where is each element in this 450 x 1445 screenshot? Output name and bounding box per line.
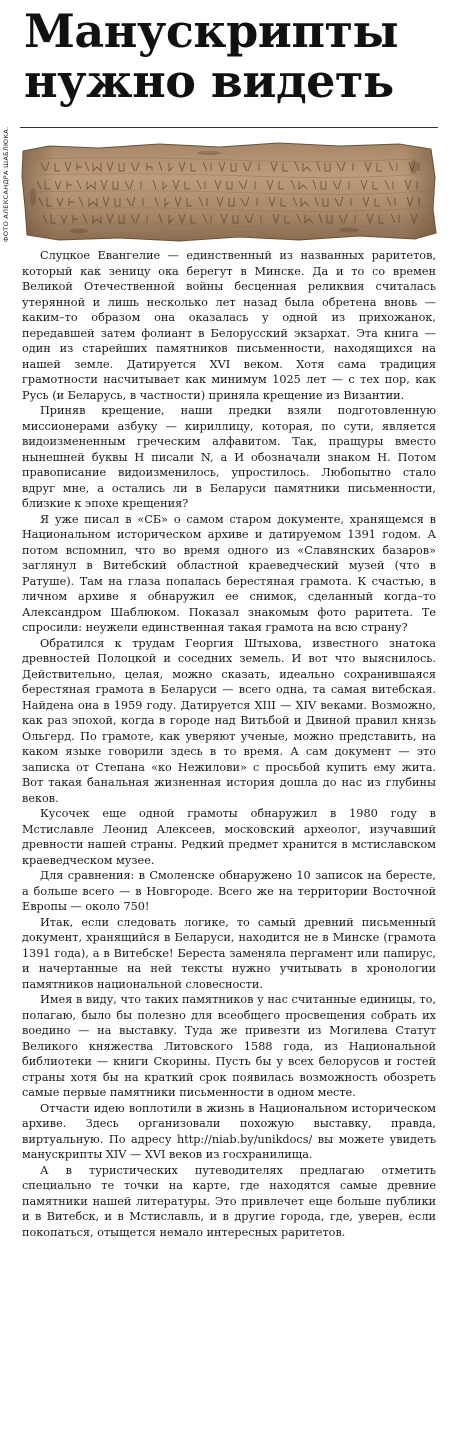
article-paragraph: Слуцкое Евангелие — единственный из названных раритетов, который как зеницу ока берегут в Минске. Да и то со времен Великой Отечественной войны бесценная реликвия считалась утерянной и лишь несколько лет назад была обретена вновь — каким–то образом она оказалась у одной из прихожанок, передавшей затем фолиант в Белорусский экзархат. Эта книга — один из старейших памятников письменности, находящихся на нашей земле. Датируется XVI веком. Хотя сама традиция грамотности насчитывает как минимум 1025 лет — с тех пор, как Русь (и Беларусь, в частности) приняла крещение из Византии. — [22, 249, 436, 402]
article-paragraph: Приняв крещение, наши предки взяли подготовленную миссионерами азбуку — кириллицу, которая, по сути, является видоизмененным греческим алфавитом. Так, пращуры вместо нынешней буквы Н писали N, а И обозначали знаком Н. Потом правописание видоизменилось, упростилось. Любопытно стало вдруг мне, а остались ли в Беларуси памятники письменности, близкие к эпохе крещения? — [22, 404, 436, 510]
article-paragraph: Я уже писал в «СБ» о самом старом документе, хранящемся в Национальном историческом архиве и датируемом 1391 годом. А потом вспомнил, что во время одного из «Славянских базаров» заглянул в Витебский областной краеведческий музей (что в Ратуше). Там на глаза попалась берестяная грамота. К счастью, в личном архиве я обнаружил ее снимок, сделанный когда–то Александром Шаблюком. Показал знакомым фото раритета. Те спросили: неужели единственная такая грамота на всю страну? — [22, 512, 436, 634]
article-paragraph: Для сравнения: в Смоленске обнаружено 10 записок на бересте, а больше всего — в Новгороде. Всего же на территории Восточной Европы — около 750! — [22, 869, 436, 913]
article-paragraph: Отчасти идею воплотили в жизнь в Национальном историческом архиве. Здесь организовали похожую выставку, правда, виртуальную. По адресу http://niab.by/unikdocs/ вы можете увидеть манускрипты XIV — XVI веков из госхранилища. — [22, 1101, 436, 1161]
birch-bark-photo-graphic — [19, 137, 439, 245]
article-paragraph: Обратился к трудам Георгия Штыхова, известного знатока древностей Полоцкой и соседних земель. И вот что выяснилось. Действительно, целая, можно сказать, идеально сохранившаяся берестяная грамота в Беларуси — всего одна, та самая витебская. Найдена она в 1959 году. Датируется XIII — XIV веками. Возможно, как раз эпохой, когда в городе над Витьбой и Двиной правил князь Ольгерд. По грамоте, как уверяют ученые, можно представить, на каком языке говорили здесь в то время. А сам документ — это записка от Степана «ко Нежилови» с просьбой купить ему жита. Вот такая банальная жизненная история дошла до нас из глубины веков. — [22, 636, 436, 805]
headline: Манускрипты нужно видеть — [24, 4, 399, 108]
article-paragraph: А в туристических путеводителях предлагаю отметить специально те точки на карте, где находятся самые древние памятники нашей литературы. Это привлечет еще больше публики и в Витебск, и в Мстиславль, и в другие города, где, уверен, если покопаться, отыщется немало интересных раритетов. — [22, 1163, 436, 1239]
article-paragraph: Итак, если следовать логике, то самый древний письменный документ, хранящийся в Беларуси, находится не в Минске (грамота 1391 года), а в Витебске! Береста заменяла пергамент или папирус, и начертанные на ней тексты нужно учитывать в хронологии памятников национальной словесности. — [22, 915, 436, 991]
article-paragraph: Кусочек еще одной грамоты обнаружил в 1980 году в Мстиславле Леонид Алексеев, московский археолог, изучавший древности нашей страны. Редкий предмет хранится в мстиславском краеведческом музее. — [22, 807, 436, 867]
photo-credit: ФОТО АЛЕКСАНДРА ШАБЛЮКА. — [2, 126, 10, 242]
headline-rule — [20, 127, 438, 128]
article-body — [22, 248, 436, 1240]
birch-bark-manuscript-photo — [19, 137, 439, 245]
article-paragraph: Имея в виду, что таких памятников у нас считанные единицы, то, полагаю, было бы полезно для всеобщего просвещения собрать их воедино — на выставку. Туда же привезти из Могилева Статут Великого княжества Литовского 1588 года, из Национальной библиотеки — книги Скорины. Пусть бы у всех белорусов и гостей страны хотя бы на краткий срок появилась возможность обозреть самые первые памятники письменности в одном месте. — [22, 993, 436, 1099]
